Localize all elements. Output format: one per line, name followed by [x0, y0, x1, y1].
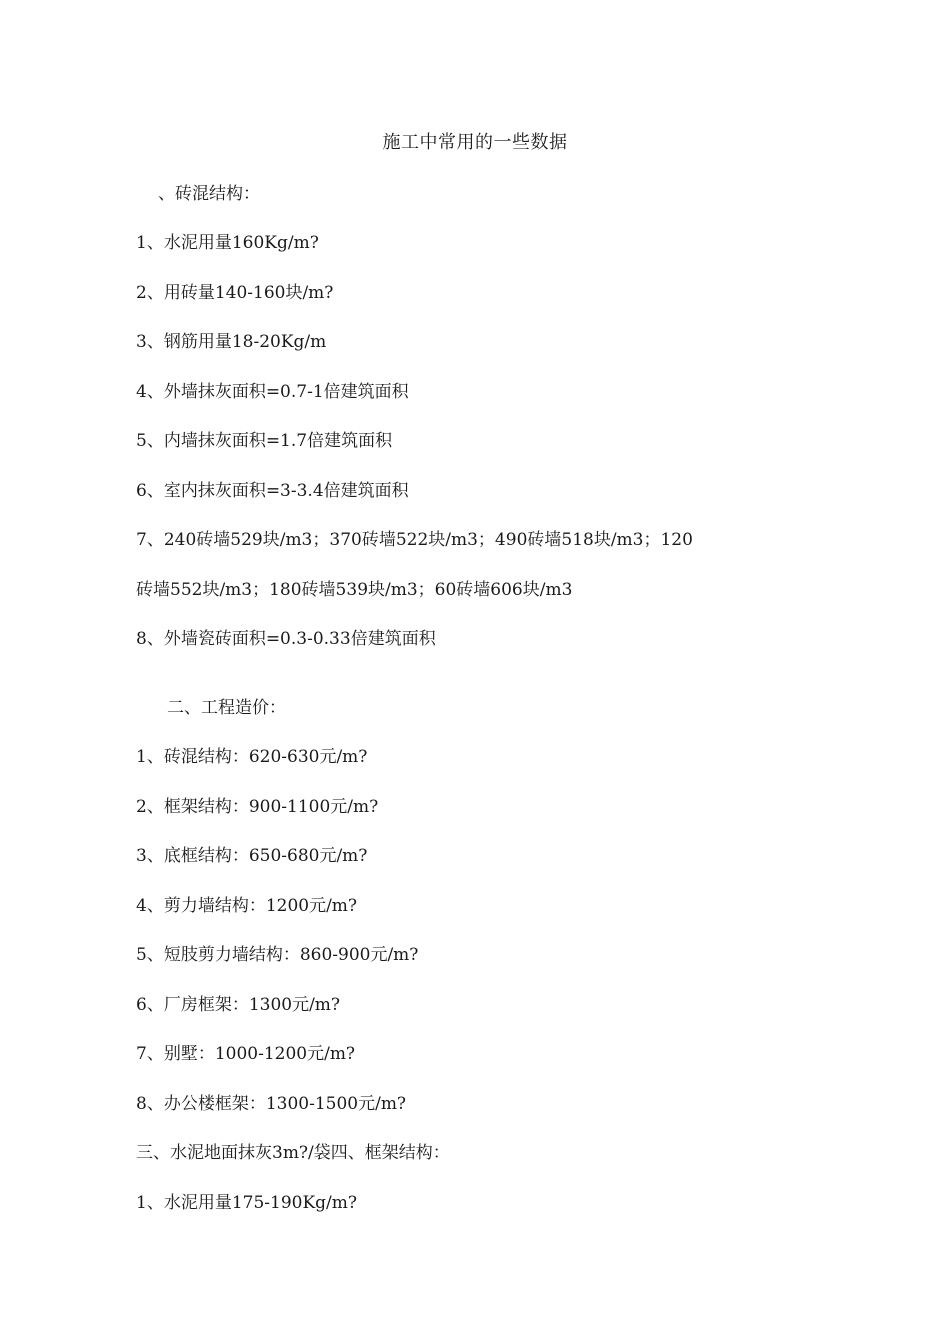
section2-item: 4、剪力墙结构：1200元/m? — [136, 896, 358, 916]
section2-item: 1、砖混结构：620-630元/m? — [136, 747, 368, 767]
section2-item: 5、短肢剪力墙结构：860-900元/m? — [136, 945, 419, 965]
section2-item: 2、框架结构：900-1100元/m? — [136, 797, 379, 817]
section1-item: 5、内墙抹灰面积=1.7倍建筑面积 — [136, 431, 393, 451]
section3-line: 三、水泥地面抹灰3m?/袋四、框架结构： — [136, 1143, 450, 1163]
document-title: 施工中常用的一些数据 — [382, 132, 568, 153]
section2-item: 7、别墅：1000-1200元/m? — [136, 1044, 356, 1064]
section1-item: 1、水泥用量160Kg/m? — [136, 233, 319, 253]
section2-item: 6、厂房框架：1300元/m? — [136, 995, 341, 1015]
section1-item-continuation: 砖墙552块/m3；180砖墙539块/m3；60砖墙606块/m3 — [136, 580, 573, 600]
section2-item: 8、办公楼框架：1300-1500元/m? — [136, 1094, 407, 1114]
section1-item: 7、240砖墙529块/m3；370砖墙522块/m3；490砖墙518块/m3；120 — [136, 530, 693, 550]
section1-item: 4、外墙抹灰面积=0.7-1倍建筑面积 — [136, 382, 409, 402]
section1-item: 8、外墙瓷砖面积=0.3-0.33倍建筑面积 — [136, 629, 436, 649]
section3-item: 1、水泥用量175-190Kg/m? — [136, 1193, 357, 1213]
section1-heading: 、砖混结构： — [158, 184, 260, 204]
section2-item: 3、底框结构：650-680元/m? — [136, 846, 368, 866]
section2-heading: 二、工程造价： — [167, 698, 286, 718]
section1-item: 2、用砖量140-160块/m? — [136, 283, 334, 303]
section1-item: 3、钢筋用量18-20Kg/m — [136, 332, 327, 352]
section1-item: 6、室内抹灰面积=3-3.4倍建筑面积 — [136, 481, 409, 501]
